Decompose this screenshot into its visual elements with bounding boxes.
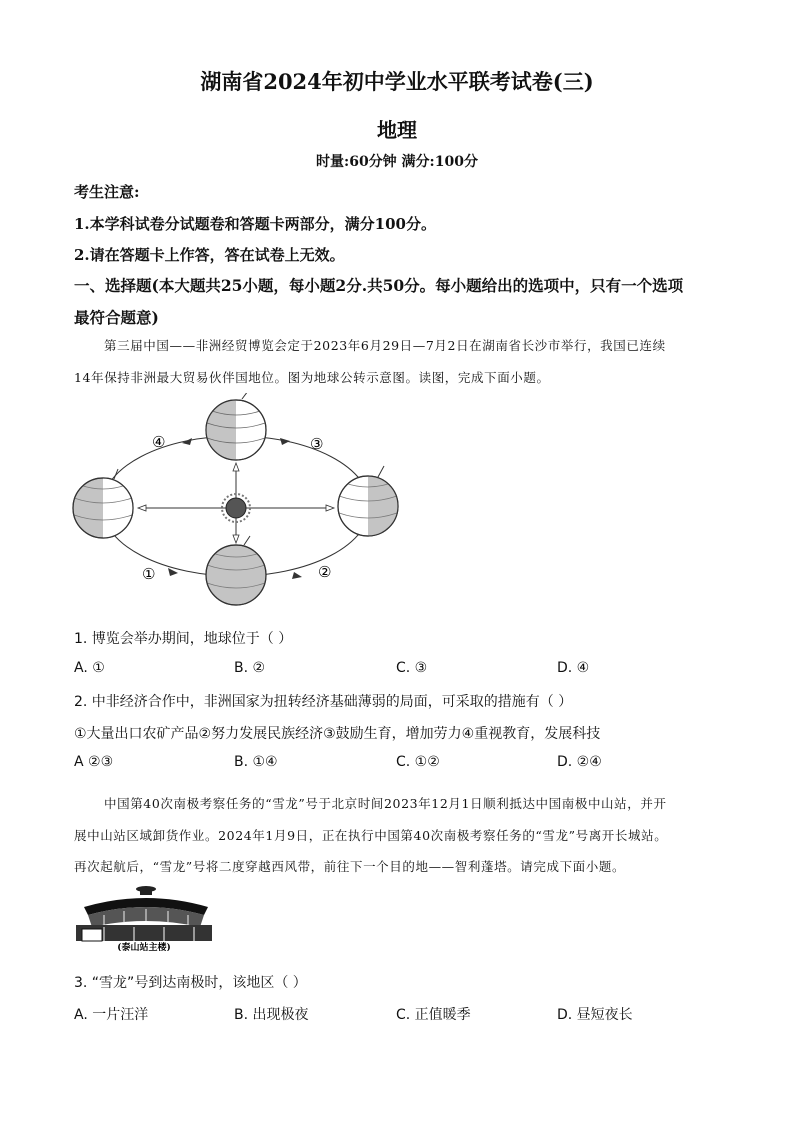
question-1-stem: 1. 博览会举办期间，地球位于（ ） <box>74 631 293 647</box>
position-label-3: ③ <box>310 435 324 453</box>
passage1-line1: 第三届中国——非洲经贸博览会定于2023年6月29日—7月2日在湖南省长沙市举行，我国已连续 <box>104 338 666 353</box>
q3-option-b[interactable]: B. 出现极夜 <box>234 1007 309 1023</box>
passage1-line2: 14年保持非洲最大贸易伙伴国地位。图为地球公转示意图。读图，完成下面小题。 <box>74 370 550 385</box>
earth-globe-top <box>206 393 266 460</box>
position-label-4: ④ <box>152 433 166 451</box>
earth-globe-bottom <box>206 536 266 605</box>
arrow-down-icon <box>233 535 239 543</box>
taishan-station-photo <box>74 885 214 951</box>
question-3-stem: 3. “雪龙”号到达南极时，该地区（ ） <box>74 975 307 991</box>
earth-globe-left <box>73 469 133 538</box>
notice-item-2: 2.请在答题卡上作答，答在试卷上无效。 <box>74 246 345 264</box>
time-score-info: 时量:60分钟 满分:100分 <box>316 154 478 170</box>
q2-option-b[interactable]: B. ①④ <box>234 754 278 770</box>
orbit-arrow-icon <box>292 572 302 579</box>
q1-option-c[interactable]: C. ③ <box>396 660 428 676</box>
subject-title: 地理 <box>377 118 417 142</box>
q3-option-a[interactable]: A. 一片汪洋 <box>74 1007 149 1023</box>
passage2-line1: 中国第40次南极考察任务的“雪龙”号于北京时间2023年12月1日顺利抵达中国南极中山站，并开 <box>104 796 667 811</box>
q3-option-c[interactable]: C. 正值暖季 <box>396 1007 471 1023</box>
q2-option-a[interactable]: A ②③ <box>74 754 114 770</box>
q2-option-d[interactable]: D. ②④ <box>557 754 602 770</box>
q1-option-a[interactable]: A. ① <box>74 660 105 676</box>
passage2-line2: 展中山站区域卸货作业。2024年1月9日，正在执行中国第40次南极考察任务的“雪龙”号离开长城站。 <box>74 828 668 843</box>
arrow-left-icon <box>138 505 146 511</box>
earth-globe-right <box>338 466 398 536</box>
exam-title: 湖南省2024年初中学业水平联考试卷(三) <box>200 69 594 94</box>
question-2-statements: ①大量出口农矿产品②努力发展民族经济③鼓励生育，增加劳力④重视教育，发展科技 <box>74 726 601 742</box>
q1-option-d[interactable]: D. ④ <box>557 660 590 676</box>
question-2-stem: 2. 中非经济合作中，非洲国家为扭转经济基础薄弱的局面，可采取的措施有（ ） <box>74 694 573 710</box>
position-label-1: ① <box>142 565 156 583</box>
section-heading-line2: 最符合题意) <box>74 308 159 327</box>
q1-option-b[interactable]: B. ② <box>234 660 266 676</box>
passage2-line3: 再次起航后，“雪龙”号将二度穿越西风带，前往下一个目的地——智利蓬塔。请完成下面小题。 <box>74 859 626 874</box>
notice-heading: 考生注意: <box>74 183 140 201</box>
q2-option-c[interactable]: C. ①② <box>396 754 440 770</box>
arrow-up-icon <box>233 463 239 471</box>
orbit-arrow-icon <box>280 438 290 445</box>
position-label-2: ② <box>318 563 332 581</box>
section-heading-line1: 一、选择题(本大题共25小题，每小题2分.共50分。每小题给出的选项中，只有一个选项 <box>74 276 684 295</box>
q3-option-d[interactable]: D. 昼短夜长 <box>557 1007 633 1023</box>
photo-caption: (泰山站主楼) <box>117 943 171 951</box>
arrow-right-icon <box>326 505 334 511</box>
earth-revolution-diagram <box>66 393 406 623</box>
notice-item-1: 1.本学科试卷分试题卷和答题卡两部分，满分100分。 <box>74 215 436 233</box>
sun-icon <box>226 498 246 518</box>
